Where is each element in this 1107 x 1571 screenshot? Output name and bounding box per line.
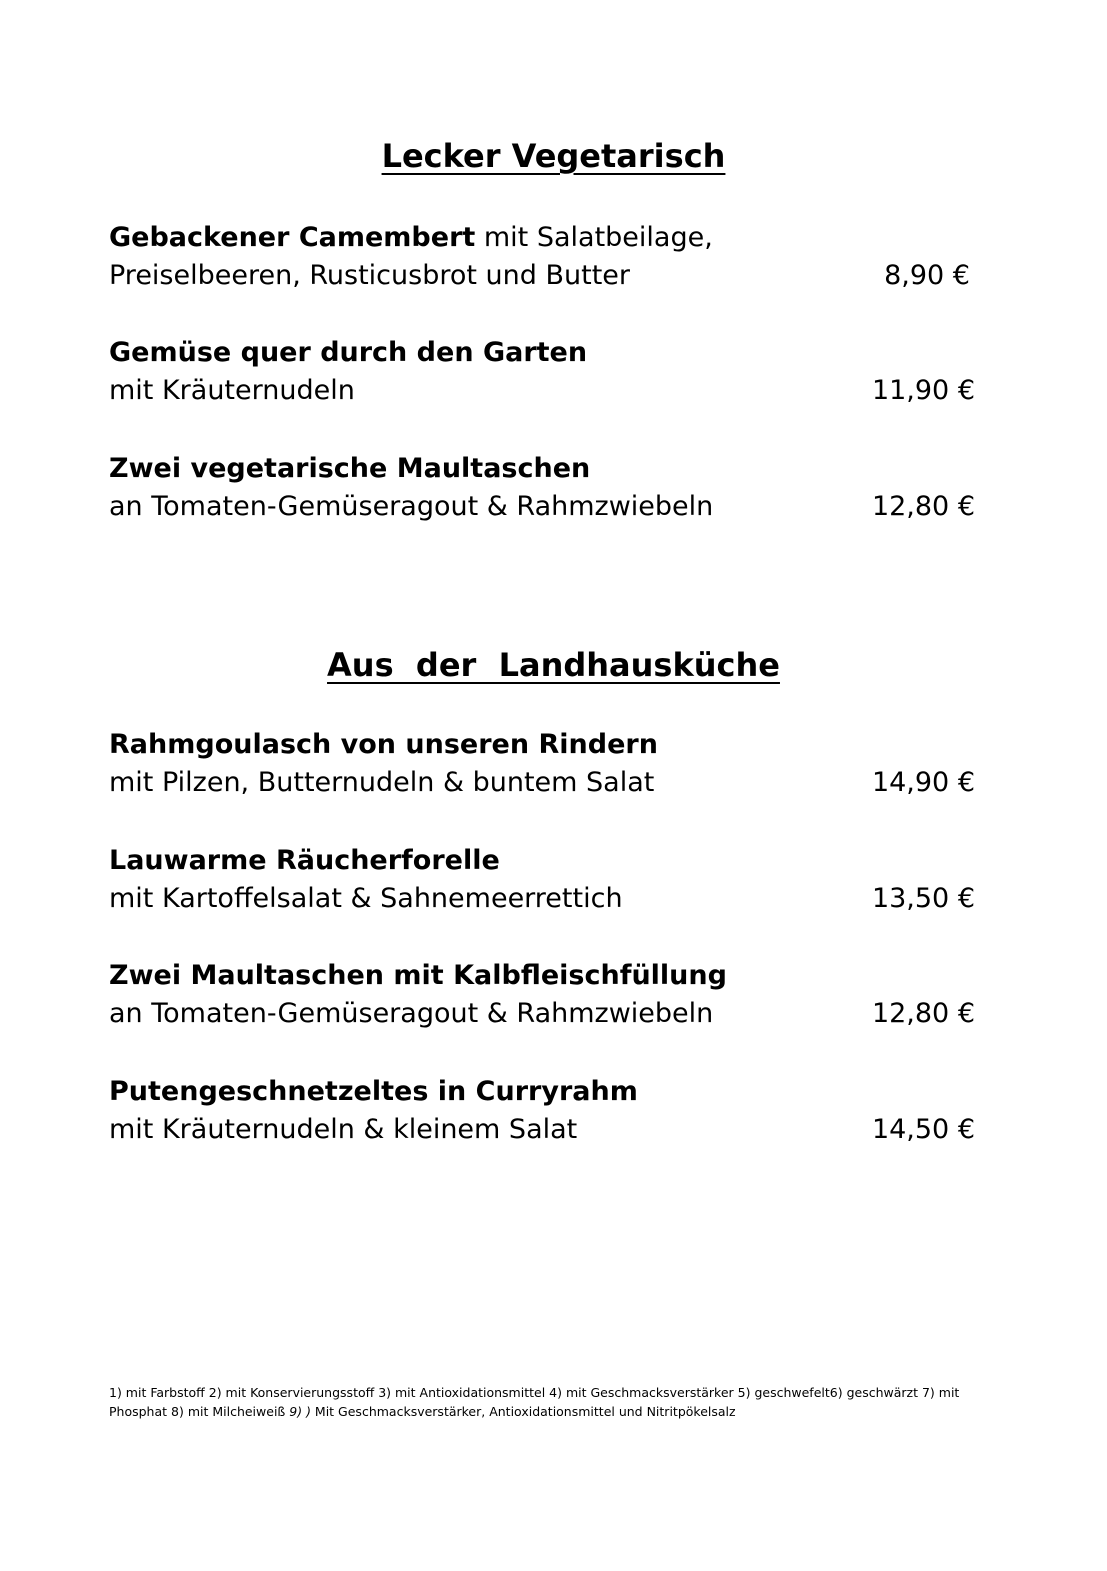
menu-item <box>109 1073 979 1153</box>
dish-name: Gemüse quer durch den Garten <box>109 337 588 368</box>
menu-item <box>109 957 979 1037</box>
dish-price: 13,50 € <box>871 883 975 914</box>
dish-description: an Tomaten-Gemüseragout & Rahmzwiebeln <box>109 491 714 522</box>
dish-description: Preiselbeeren, Rusticusbrot und Butter <box>109 260 631 291</box>
menu-item <box>109 450 979 530</box>
dish-description: an Tomaten-Gemüseragout & Rahmzwiebeln <box>109 998 714 1029</box>
dish-name: Gebackener Camembert <box>109 222 476 253</box>
dish-description: mit Kartoffelsalat & Sahnemeerrettich <box>109 883 623 914</box>
footnote-line: Phosphat 8) mit Milcheiweiß 9) ) Mit Geschmacksverstärker, Antioxidationsmittel und Nitritpökelsalz <box>109 1404 736 1419</box>
dish-name: Rahmgoulasch von unseren Rindern <box>109 729 658 760</box>
menu-item <box>109 219 979 299</box>
allergen-footnote <box>109 1383 1009 1421</box>
dish-price: 12,80 € <box>871 998 975 1029</box>
dish-description: mit Salatbeilage, <box>475 222 713 253</box>
dish-name: Zwei Maultaschen mit Kalbfleischfüllung <box>109 960 727 991</box>
dish-price: 14,50 € <box>871 1114 975 1145</box>
menu-item <box>109 842 979 922</box>
menu-item <box>109 334 979 414</box>
section-title-vegetarian: Lecker Vegetarisch <box>381 137 726 175</box>
dish-price: 12,80 € <box>871 491 975 522</box>
dish-description: mit Pilzen, Butternudeln & buntem Salat <box>109 767 655 798</box>
menu-item <box>109 726 979 806</box>
dish-description: mit Kräuternudeln & kleinem Salat <box>109 1114 578 1145</box>
dish-description: mit Kräuternudeln <box>109 375 355 406</box>
footnote-line: 1) mit Farbstoff 2) mit Konservierungsstoff 3) mit Antioxidationsmittel 4) mit Geschmacksverstärker 5) geschwefelt6) geschwärzt 7) mit <box>109 1385 960 1400</box>
dish-price: 8,90 € <box>884 260 970 291</box>
dish-price: 14,90 € <box>871 767 975 798</box>
dish-name: Lauwarme Räucherforelle <box>109 845 500 876</box>
dish-name: Putengeschnetzeltes in Curryrahm <box>109 1076 638 1107</box>
section-title-country-kitchen: Aus der Landhausküche <box>327 646 780 684</box>
dish-name: Zwei vegetarische Maultaschen <box>109 453 591 484</box>
dish-price: 11,90 € <box>871 375 975 406</box>
